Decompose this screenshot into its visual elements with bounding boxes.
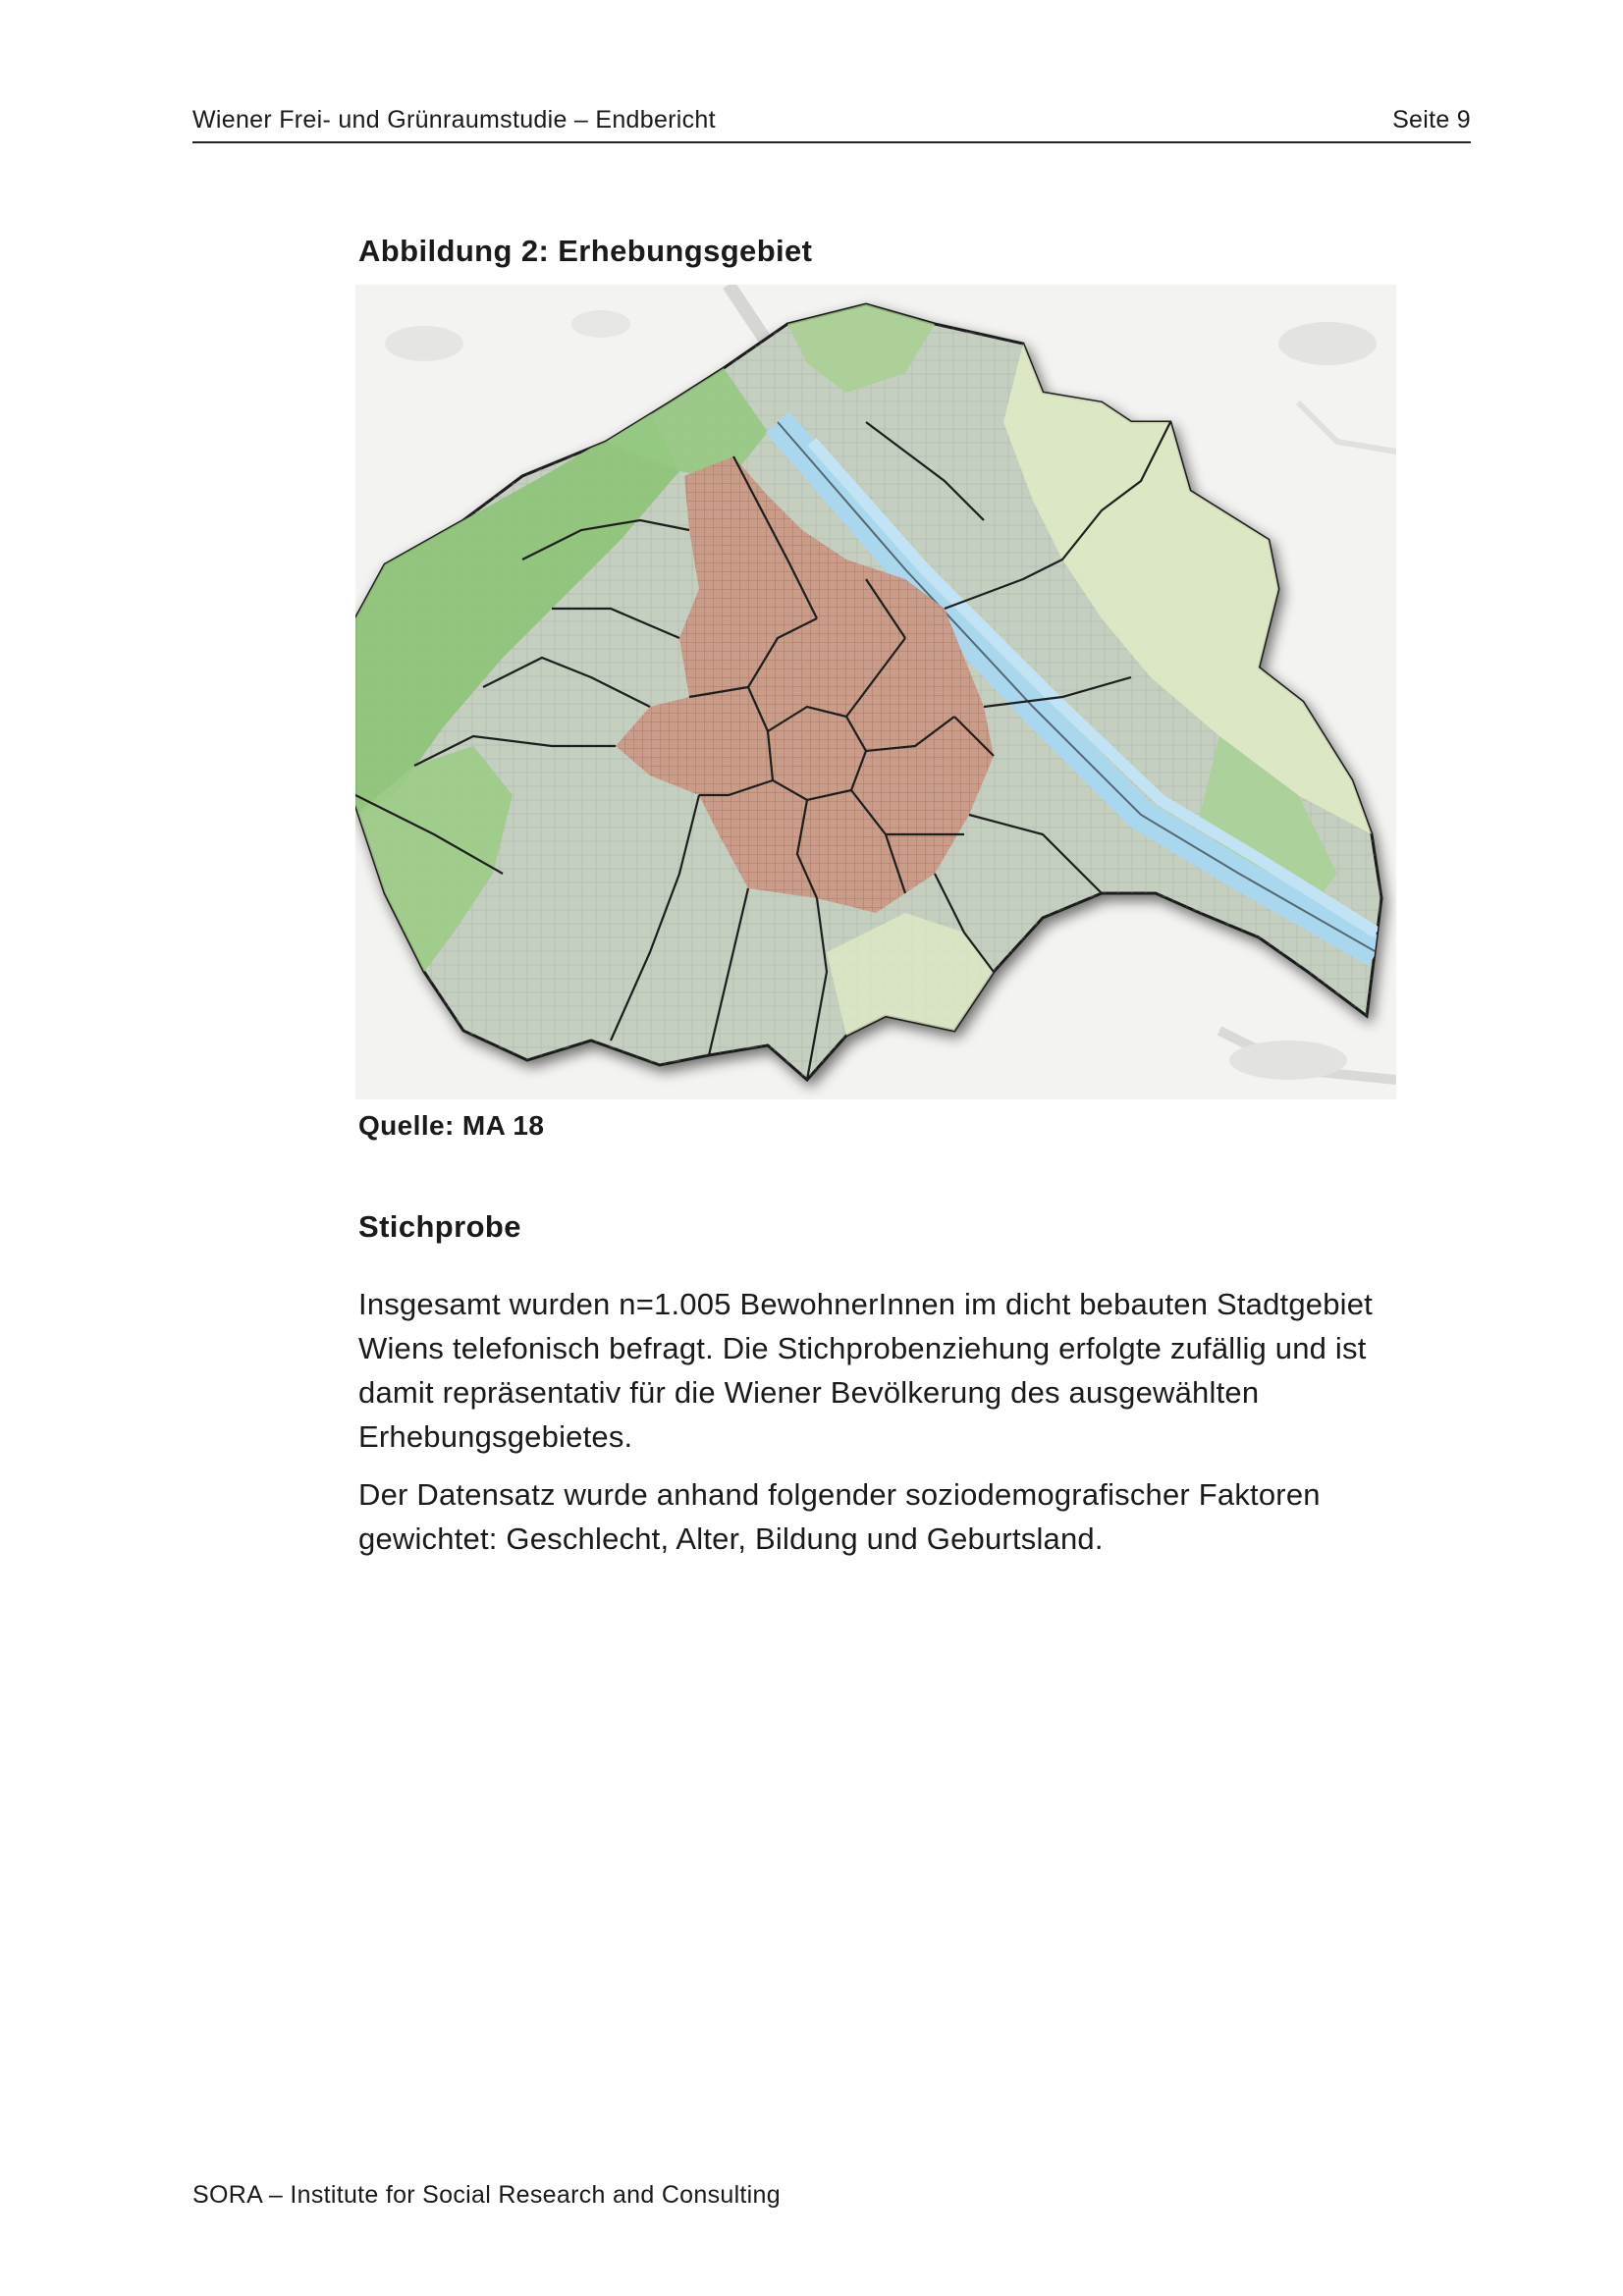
vienna-map-graphic [355,285,1396,1099]
section-heading: Stichprobe [358,1209,521,1244]
body-paragraph: Der Datensatz wurde anhand folgender soziodemografischer Faktoren gewichtet: Geschlecht, Alter, Bildung und Geburtsland. [358,1477,1321,1556]
page-number: Seite 9 [1392,106,1471,133]
body-paragraph: Insgesamt wurden n=1.005 BewohnerInnen im dicht bebauten Stadtgebiet Wiens telefonisch befragt. Die Stichprobenziehung erfolgte zufällig und ist damit repräsentativ für die Wiener Bevölkerung des ausgewählten Erhebungsgebietes. [358,1287,1373,1454]
running-header [192,102,1471,143]
document-title: Wiener Frei- und Grünraumstudie – Endbericht [192,106,716,133]
running-footer: SORA – Institute for Social Research and Consulting [192,2181,781,2209]
figure-source: Quelle: MA 18 [358,1110,545,1141]
figure-caption: Abbildung 2: Erhebungsgebiet [358,234,813,268]
survey-area-map [355,285,1396,1099]
